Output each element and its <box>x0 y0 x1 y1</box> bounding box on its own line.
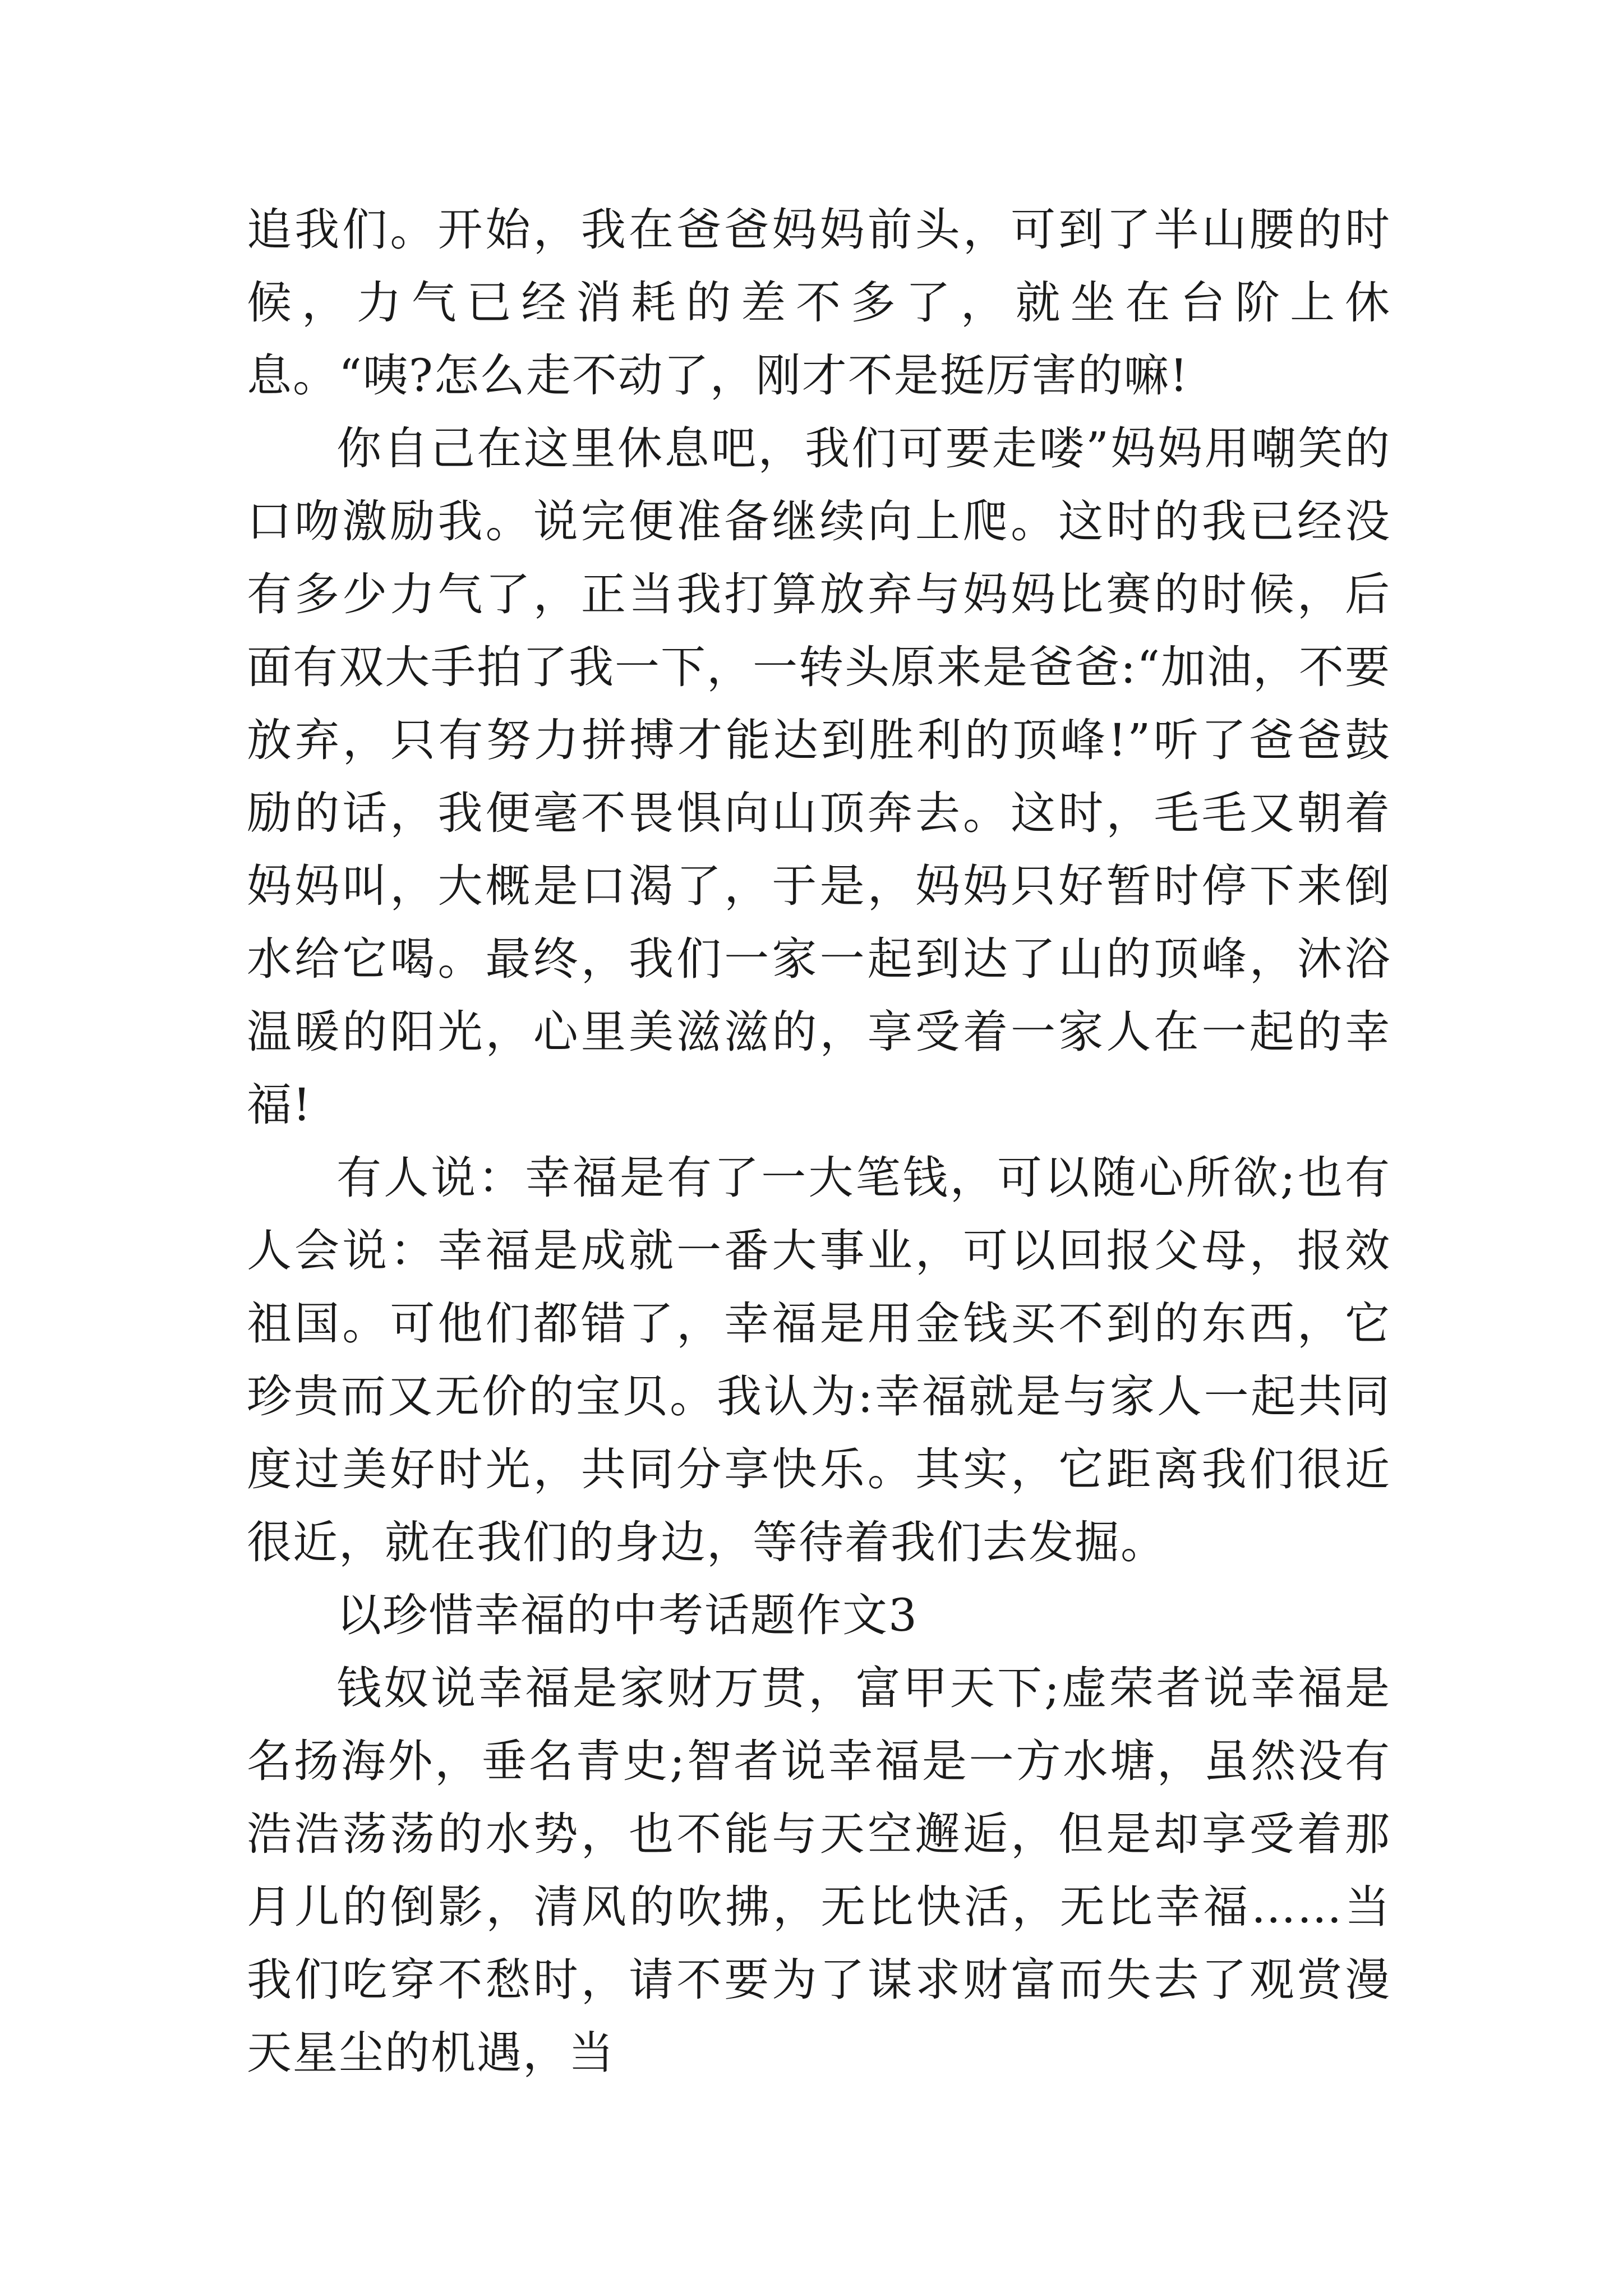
document-body <box>247 194 1391 2090</box>
paragraph-2: 你自己在这里休息吧，我们可要走喽”妈妈用嘲笑的口吻激励我。说完便准备继续向上爬。这时的我已经没有多少力气了，正当我打算放弃与妈妈比赛的时候，后面有双大手拍了我一下，一转头原来是爸爸:“加油，不要放弃，只有努力拼搏才能达到胜利的顶峰!”听了爸爸鼓励的话，我便毫不畏惧向山顶奔去。这时，毛毛又朝着妈妈叫，大概是口渴了，于是，妈妈只好暂时停下来倒水给它喝。最终，我们一家一起到达了山的顶峰，沐浴温暖的阳光，心里美滋滋的，享受着一家人在一起的幸福! <box>247 422 1391 1131</box>
paragraph-1: 追我们。开始，我在爸爸妈妈前头，可到了半山腰的时候，力气已经消耗的差不多了，就坐在台阶上休息。“咦?怎么走不动了，刚才不是挺厉害的嘛! <box>247 204 1391 402</box>
paragraph-3: 有人说：幸福是有了一大笔钱，可以随心所欲;也有人会说：幸福是成就一番大事业，可以回报父母，报效祖国。可他们都错了，幸福是用金钱买不到的东西，它珍贵而又无价的宝贝。我认为:幸福就是与家人一起共同度过美好时光，共同分享快乐。其实，它距离我们很近很近，就在我们的身边，等待着我们去发掘。 <box>247 1152 1391 1568</box>
paragraph-4: 钱奴说幸福是家财万贯，富甲天下;虚荣者说幸福是名扬海外，垂名青史;智者说幸福是一方水塘，虽然没有浩浩荡荡的水势，也不能与天空邂逅，但是却享受着那月儿的倒影，清风的吹拂，无比快活，无比幸福……当我们吃穿不愁时，请不要为了谋求财富而失去了观赏漫天星尘的机遇，当 <box>247 1662 1391 2079</box>
section-heading: 以珍惜幸福的中考话题作文3 <box>336 1589 918 1641</box>
